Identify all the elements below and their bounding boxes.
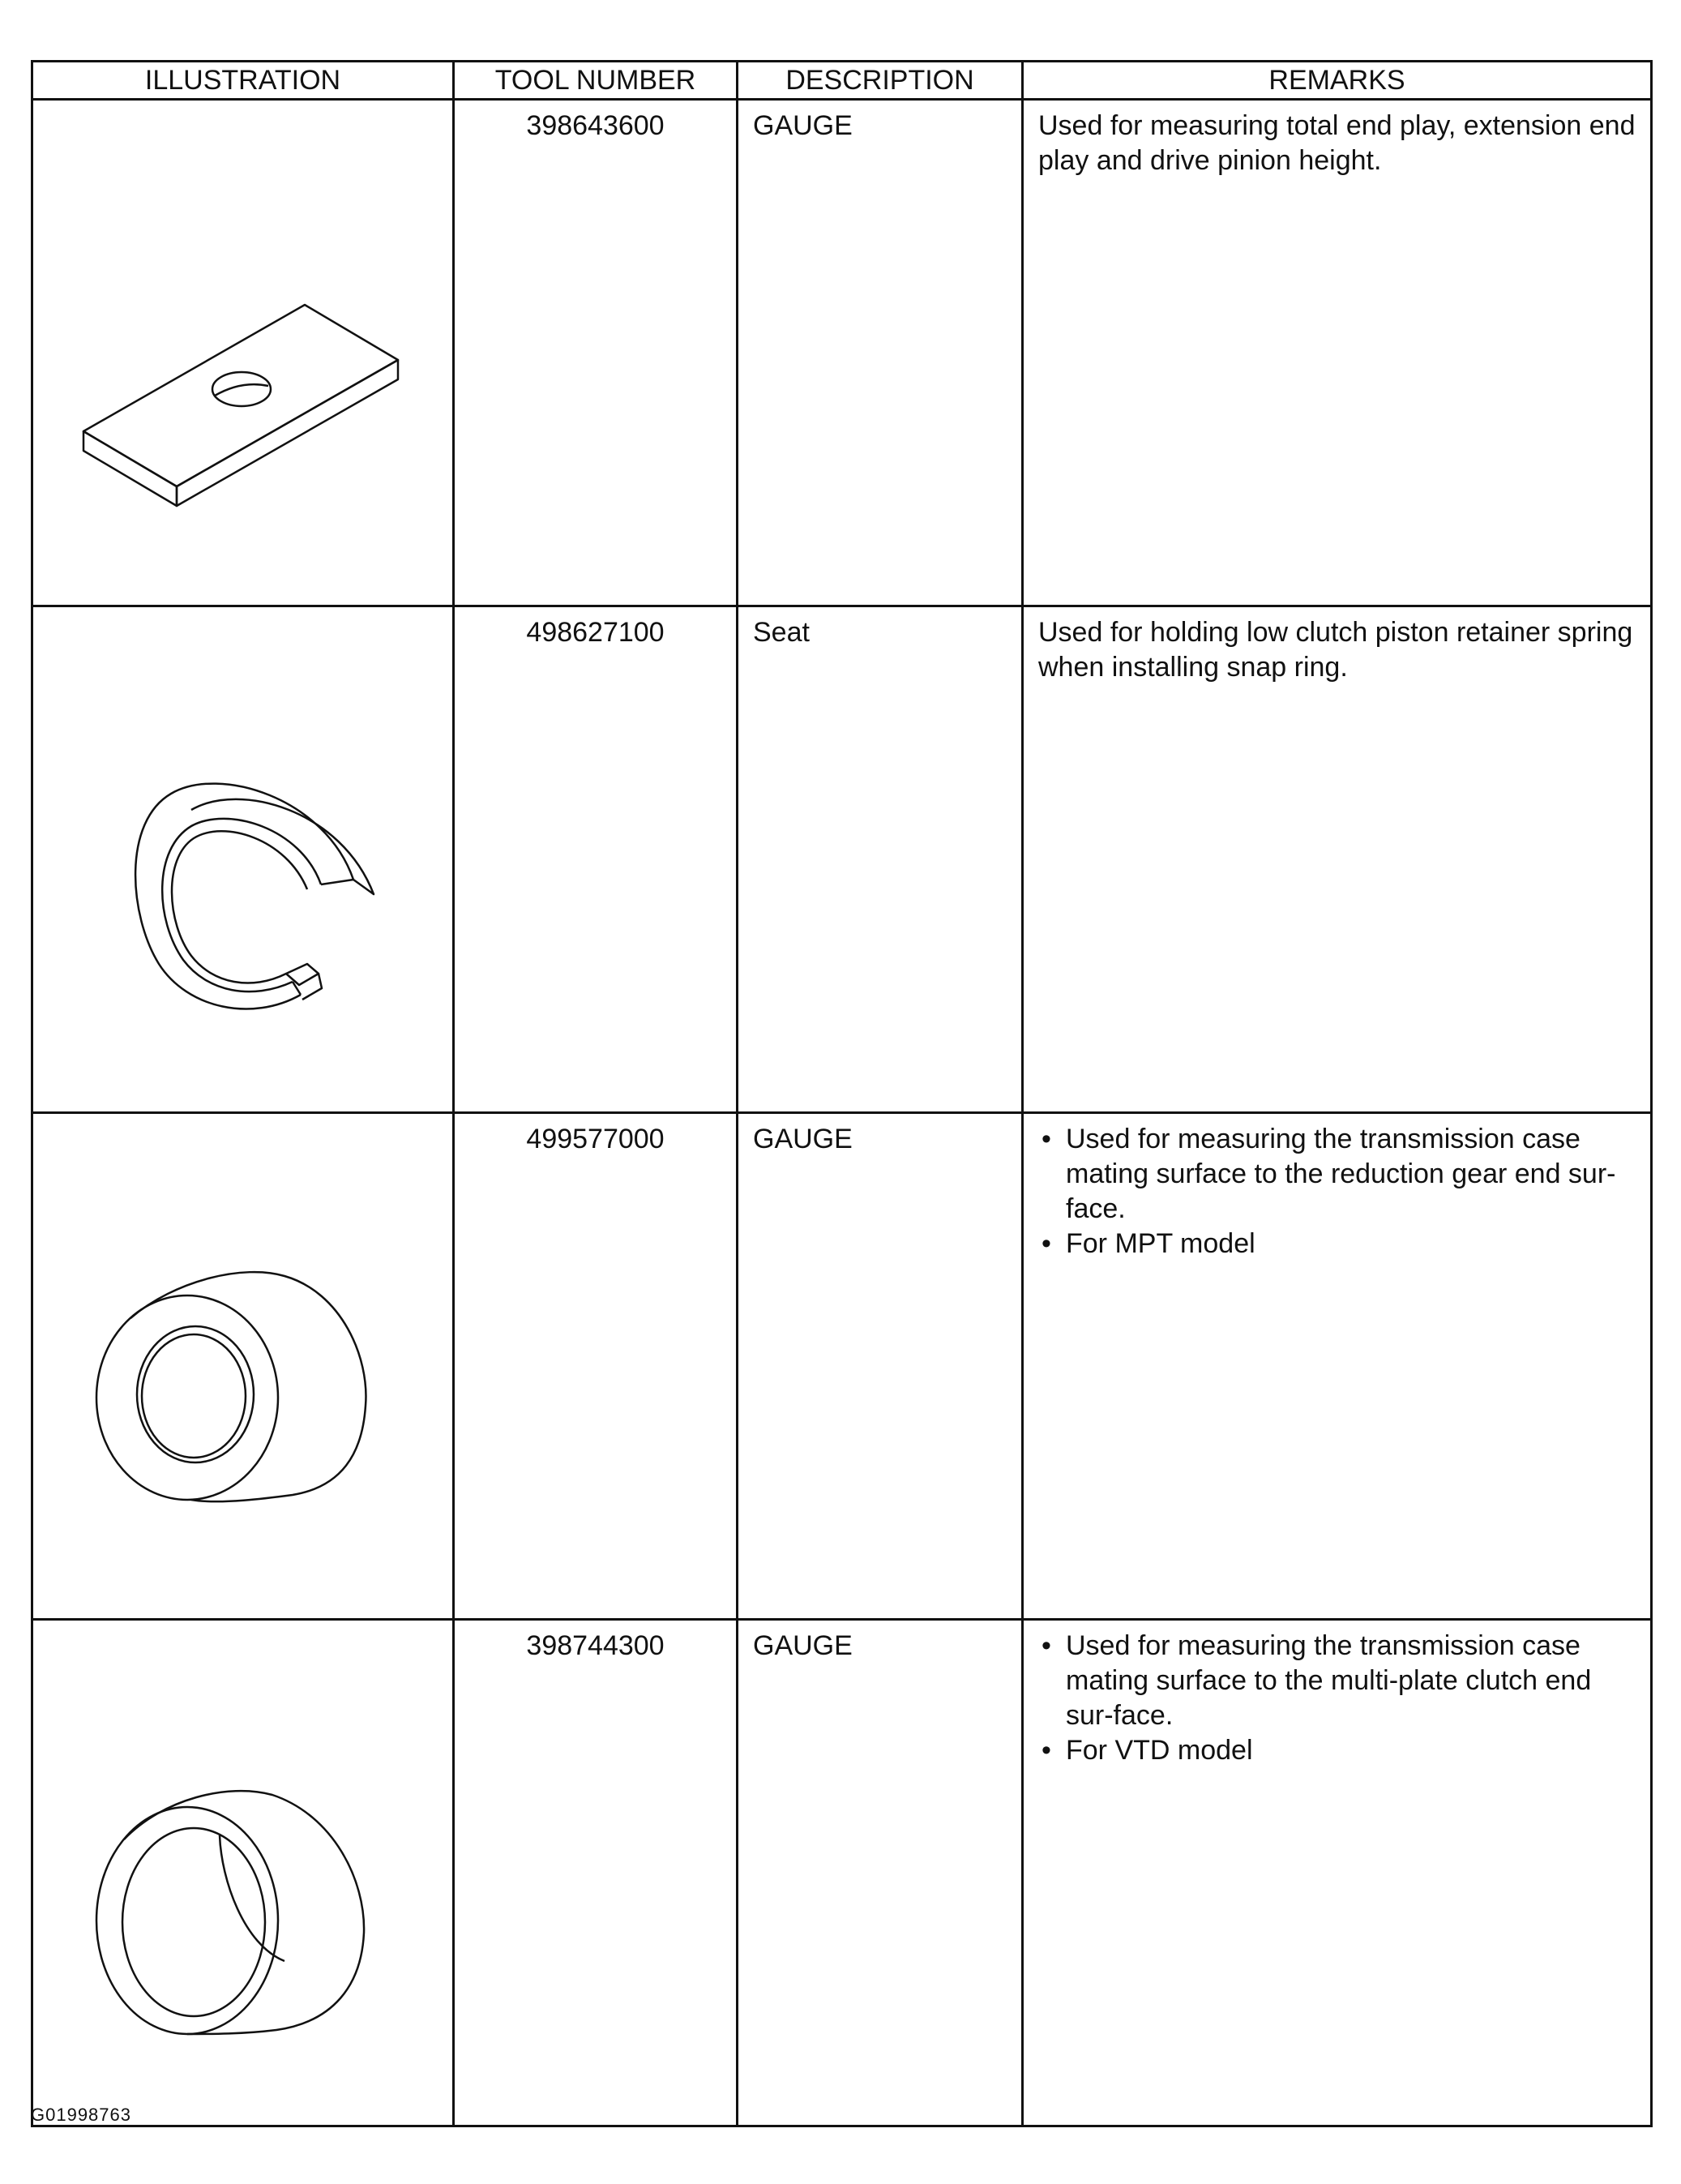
table-header-row <box>32 62 1652 100</box>
description-cell: GAUGE <box>738 1620 1023 2126</box>
remarks-cell <box>1023 1620 1652 2126</box>
header-remarks: REMARKS <box>1023 62 1652 100</box>
illustration-cell <box>32 100 454 606</box>
table-row <box>32 1113 1652 1620</box>
remarks-list <box>1038 1122 1644 1261</box>
remarks-text: Used for holding low clutch piston retainer spring when installing snap ring. <box>1038 617 1633 683</box>
illustration-cell <box>32 1113 454 1620</box>
table-row <box>32 606 1652 1113</box>
description-cell: GAUGE <box>738 1113 1023 1620</box>
illustration-cell <box>32 1620 454 2126</box>
remarks-item: • For MPT model <box>1038 1227 1644 1261</box>
remarks-item: • Used for measuring the transmission case mating surface to the multi-plate clutch end sur-face. <box>1038 1629 1644 1733</box>
header-illustration: ILLUSTRATION <box>32 62 454 100</box>
table-row <box>32 1620 1652 2126</box>
tool-number-cell: 498627100 <box>454 606 738 1113</box>
remarks-text: Used for measuring total end play, extension end play and drive pinion height. <box>1038 110 1636 176</box>
gauge-plate-icon <box>33 101 455 595</box>
seat-ring-icon <box>33 607 455 1102</box>
description-cell: GAUGE <box>738 100 1023 606</box>
tool-number-cell: 398643600 <box>454 100 738 606</box>
description-cell: Seat <box>738 606 1023 1113</box>
figure-id: G01998763 <box>31 2105 131 2125</box>
thick-gauge-ring-icon <box>33 1114 455 1608</box>
remarks-cell <box>1023 1113 1652 1620</box>
tool-number-cell: 499577000 <box>454 1113 738 1620</box>
remarks-list <box>1038 1629 1644 1768</box>
remarks-item: • Used for measuring the transmission case mating surface to the reduction gear end sur-face. <box>1038 1122 1644 1227</box>
header-tool-number: TOOL NUMBER <box>454 62 738 100</box>
special-tools-table-sheet <box>31 60 1650 2088</box>
illustration-cell <box>32 606 454 1113</box>
remarks-cell <box>1023 606 1652 1113</box>
table-row <box>32 100 1652 606</box>
thin-gauge-ring-icon <box>33 1621 455 2115</box>
special-tools-table <box>31 60 1653 2127</box>
remarks-cell <box>1023 100 1652 606</box>
remarks-item: • For VTD model <box>1038 1733 1644 1768</box>
tool-number-cell: 398744300 <box>454 1620 738 2126</box>
header-description: DESCRIPTION <box>738 62 1023 100</box>
